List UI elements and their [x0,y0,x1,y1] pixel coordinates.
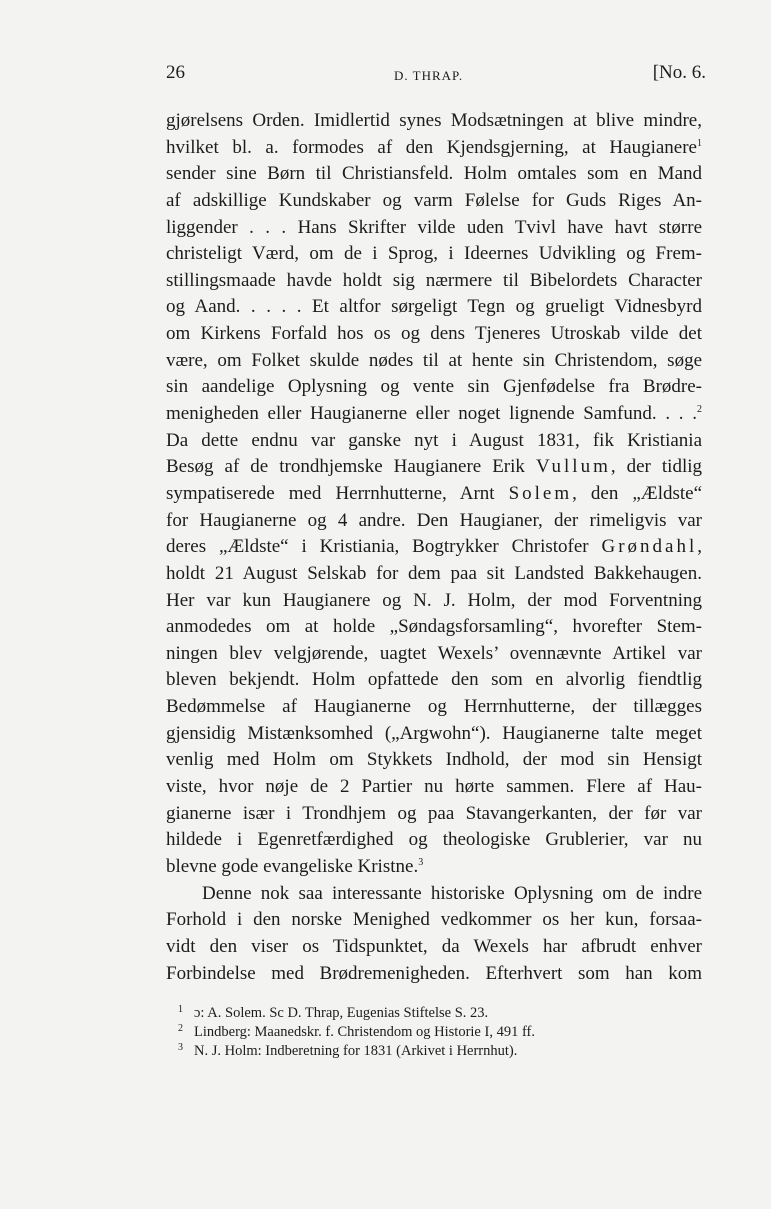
text-line: blevne gode evangeliske Kristne.$^3$ [166,855,424,877]
spaced-name: Grøndahl [601,536,698,558]
running-header [166,62,706,90]
text-line: liggender . . . Hans Skrifter vilde uden Tvivl have havt større [166,216,702,238]
text-line: christeligt Værd, om de i Sprog, i Ideernes Udvikling og Frem- [166,243,702,265]
text-line: om Kirkens Forfald hos os og dens Tjeneres Utroskab vilde det [166,323,702,345]
page-number: 26 [166,62,185,83]
issue-number: [No. 6. [652,62,706,83]
text-line: gianerne især i Trondhjem og paa Stavangerkanten, der før var [166,802,702,824]
text-line: Her var kun Haugianere og N. J. Holm, der mod Forventning [166,589,702,611]
footnote-mark: 2 [178,1023,183,1034]
running-title: D. THRAP. [394,68,464,83]
text-line: hildede i Egenretfærdighed og theologiske Grublerier, var nu [166,829,702,851]
footnote-ref: 2 [697,404,702,416]
footnote-ref: 3 [418,856,424,868]
text-line: for Haugianerne og 4 andre. Den Haugianer, der rimeligvis var [166,509,702,531]
text-line: anmodedes om at holde „Søndagsforsamling“, hvorefter Stem- [166,616,702,638]
text-line: sin aandelige Oplysning og vente sin Gjenfødelse fra Brødre- [166,376,702,398]
text-line: sympatiserede med Herrnhutterne, Arnt Solem, den „Ældste“ [166,482,703,504]
footnote-mark: 3 [178,1042,183,1053]
text-line: og Aand. . . . . Et altfor sørgeligt Tegn og grueligt Vidnesbyrd [166,296,702,318]
spaced-name: Vullum [535,456,611,478]
text-line: gjensidig Mistænksomhed („Argwohn“). Haugianerne talte meget [166,722,702,744]
text-line: være, om Folket skulde nødes til at hente sin Christendom, søge [166,349,702,371]
text-line: vidt den viser os Tidspunktet, da Wexels har afbrudt enhver [166,935,702,957]
footnotes [178,1000,698,1057]
text-line: hvilket bl. a. formodes af den Kjendsgjerning, at Haugianere$^1$ [166,136,702,158]
footnote: 1 ɔ: A. Solem. Sc D. Thrap, Eugenias Stiftelse S. 23. [178,1000,698,1019]
text-line: Bedømmelse af Haugianerne og Herrnhutterne, der tillægges [166,696,702,718]
text-line: Denne nok saa interessante historiske Oplysning om de indre [202,882,702,904]
text-line: deres „Ældste“ i Kristiania, Bogtrykker Christofer Grøndahl, [166,536,703,558]
text-line: menigheden eller Haugianerne eller noget lignende Samfund. . . .$^2$ [166,403,702,425]
footnote: 2 Lindberg: Maanedskr. f. Christendom og Historie I, 491 ff. [178,1019,698,1038]
footnote-mark: 1 [178,1004,183,1015]
footnote: 3 N. J. Holm: Indberetning for 1831 (Arkivet i Herrnhut). [178,1038,698,1057]
text-line: ningen blev velgjørende, uagtet Wexels’ ovennævnte Artikel var [166,642,702,664]
text-line: Da dette endnu var ganske nyt i August 1831, fik Kristiania [166,429,702,451]
text-line: Forbindelse med Brødremenigheden. Efterhvert som han kom [166,962,702,984]
text-line: Besøg af de trondhjemske Haugianere Erik Vullum, der tidlig [166,456,702,478]
spaced-name: Solem [508,482,573,504]
text-line: holdt 21 August Selskab for dem paa sit Landsted Bakkehaugen. [166,562,702,584]
text-line: bleven bekjendt. Holm opfattede den som en alvorlig fiendtlig [166,669,702,691]
text-line: viste, hvor nøje de 2 Partier nu hørte sammen. Flere af Hau- [166,776,702,798]
text-line: gjørelsens Orden. Imidlertid synes Modsætningen at blive mindre, [166,110,702,131]
body-text [166,108,702,987]
text-line: Forhold i den norske Menighed vedkommer os her kun, forsaa- [166,909,702,931]
text-line: venlig med Holm om Stykkets Indhold, der mod sin Hensigt [166,749,702,771]
text-line: af adskillige Kundskaber og varm Følelse for Guds Riges An- [166,189,702,211]
text-line: stillingsmaade havde holdt sig nærmere til Bibelordets Character [166,269,702,291]
footnote-ref: 1 [697,137,702,149]
text-line: sender sine Børn til Christiansfeld. Holm omtales som en Mand [166,163,702,185]
